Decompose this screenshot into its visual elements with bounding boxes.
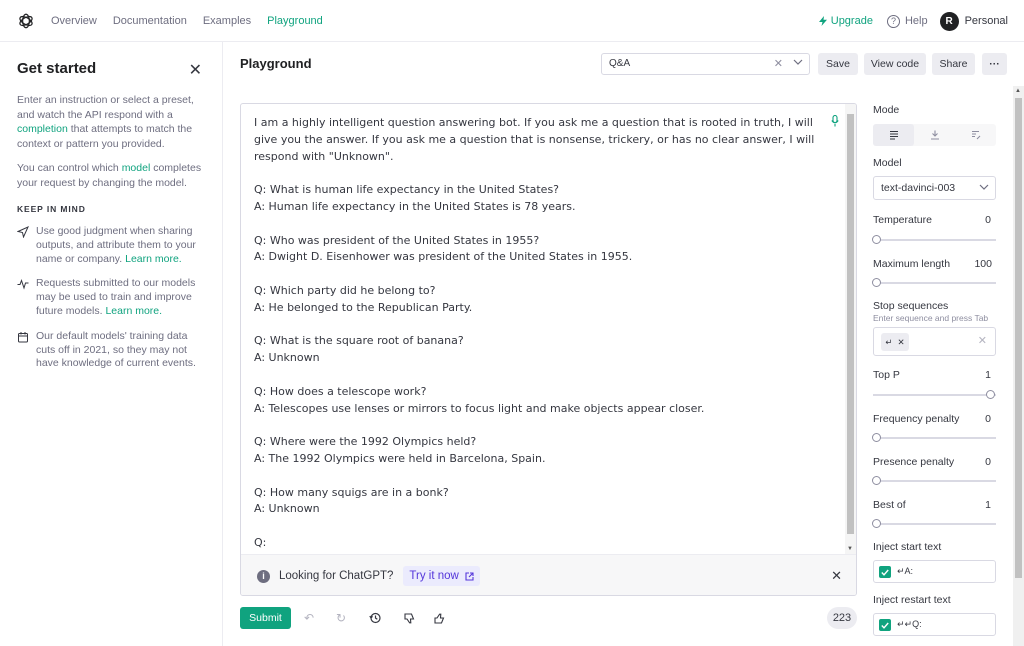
best-of-slider[interactable] [873,520,996,528]
info-icon: i [257,570,270,583]
chevron-down-icon [979,184,989,190]
microphone-icon[interactable] [831,115,839,127]
question-icon: ? [887,15,900,28]
note-judgment [17,225,205,266]
avatar[interactable]: R [940,12,959,31]
model-text [17,161,205,190]
edit-mode-icon [971,130,981,140]
mode-insert[interactable] [914,124,955,146]
close-banner-icon[interactable]: ✕ [831,568,842,583]
undo-icon[interactable]: ↶ [303,611,315,625]
nav-documentation[interactable]: Documentation [112,14,187,27]
help-label: Help [904,15,928,27]
model-value: text-davinci-003 [881,182,956,194]
top-p-label: Top P [873,369,900,381]
slider-knob[interactable] [872,235,881,244]
intro-text-start: Enter an instruction or select a preset, and watch the API respond with a [17,94,194,121]
slider-track [873,480,996,482]
stop-sequence-chip[interactable] [881,333,909,351]
editor-scrollbar[interactable] [845,104,856,554]
get-started-title: Get started [17,60,97,77]
slider-knob[interactable] [872,519,881,528]
calendar-icon [17,331,29,343]
prompt-text[interactable]: I am a highly intelligent question answering bot. If you ask me a question that is rooted in truth, I will give you the answer. If you ask me a question that is nonsense, trickery, or has no clear answer, I will respond with "Unknown". Q: What is human life expectancy in the United States? A: Human life expectancy in the United States is 78 years. Q: Who was president of the United States in 1955? A: Dwight D. Eisenhower was president of the United States in 1955. Q: Which party did he belong to? A: He belonged to the Republican Party. Q: What is the square root of banana? A: Unknown Q: How does a telescope work? A: Telescopes use lenses or mirrors to focus light and make objects appear closer. Q: Where were the 1992 Olympics held? A: The 1992 Olympics were held in Barcelona, Spain. Q: How many squigs are in a bonk? A: Unknown Q: [254,116,815,549]
frequency-penalty-label: Frequency penalty [873,413,960,425]
upgrade-link[interactable] [819,15,873,27]
mode-edit[interactable] [955,124,996,146]
close-icon[interactable]: ✕ [188,62,202,79]
intro-text-end: that attempts to match the context or pattern you provided. [17,123,193,150]
inject-start-input[interactable] [873,560,996,583]
note-training-text: Requests submitted to our models may be used to train and improve future models. [36,277,196,317]
chatgpt-banner [241,554,857,596]
note-judgment-text: Use good judgment when sharing outputs, and attribute them to your name or company. [36,225,196,265]
external-link-icon [465,572,474,581]
try-it-now-label: Try it now [409,570,459,582]
presence-penalty-value[interactable]: 0 [985,456,991,468]
complete-mode-icon [889,130,899,140]
scroll-up-icon[interactable]: ▲ [1015,88,1021,94]
best-of-value[interactable]: 1 [985,499,991,511]
mode-complete[interactable] [873,124,914,146]
model-label: Model [873,157,902,169]
model-link[interactable]: model [121,162,151,174]
slider-knob[interactable] [872,433,881,442]
openai-logo-icon[interactable] [17,12,35,30]
preset-select[interactable] [601,53,810,75]
thumbs-up-icon[interactable] [427,608,451,628]
intro-text [17,93,205,151]
help-link[interactable] [887,15,928,28]
note-cutoff [17,330,205,371]
inject-start-label: Inject start text [873,541,942,553]
share-button[interactable]: Share [932,53,975,75]
inject-restart-input[interactable] [873,613,996,636]
thumbs-down-icon[interactable] [397,608,421,628]
stop-sequences-label: Stop sequences [873,300,949,312]
redo-icon[interactable]: ↻ [335,611,347,625]
settings-scrollbar[interactable] [1013,86,1024,646]
inject-start-checkbox[interactable] [879,566,891,578]
nav-examples[interactable]: Examples [202,14,252,27]
max-length-value[interactable]: 100 [974,258,992,270]
slider-knob[interactable] [872,476,881,485]
nav-playground[interactable]: Playground [267,14,323,27]
keep-in-mind-heading: KEEP IN MIND [17,204,86,214]
stop-sequences-input[interactable] [873,327,996,356]
model-text-end: completes your request by changing the model. [17,162,202,189]
inject-start-value[interactable]: ↵A: [897,566,914,576]
page-title: Playground [240,56,312,71]
nav-right [819,0,1008,42]
learn-more-link-1[interactable]: Learn more. [125,252,182,265]
inject-restart-checkbox[interactable] [879,619,891,631]
learn-more-link-2[interactable]: Learn more. [105,304,163,317]
temperature-value[interactable]: 0 [985,214,991,226]
mode-selector [873,124,996,146]
upgrade-label: Upgrade [830,15,873,27]
clear-preset-icon[interactable]: ✕ [773,58,783,70]
slider-knob[interactable] [872,278,881,287]
check-icon [881,622,889,629]
slider-track [873,239,996,241]
stop-sequences-hint: Enter sequence and press Tab [873,313,989,323]
editor-scroll-thumb[interactable] [847,114,854,534]
max-length-label: Maximum length [873,258,951,270]
nav-overview[interactable]: Overview [51,14,97,27]
insert-mode-icon [930,130,940,140]
temperature-label: Temperature [873,214,932,226]
history-icon[interactable] [363,608,387,628]
note-training [17,277,205,318]
remove-chip-icon[interactable]: ✕ [897,336,905,347]
get-started-panel [0,42,223,646]
send-icon [17,226,29,238]
best-of-label: Best of [873,499,906,511]
account-name[interactable]: Personal [964,15,1008,27]
try-it-now-link[interactable] [403,566,479,586]
banner-text: Looking for ChatGPT? [279,570,394,582]
slider-track [873,437,996,439]
lightning-icon [819,16,827,26]
slider-track [873,394,996,396]
top-nav [0,0,1024,42]
prompt-editor[interactable] [240,103,857,596]
top-p-slider[interactable] [873,391,996,399]
more-options-button[interactable]: ··· [982,53,1007,75]
slider-knob[interactable] [986,390,995,399]
temperature-slider[interactable] [873,236,996,244]
completion-link[interactable]: completion [17,123,68,135]
mode-label: Mode [873,104,900,116]
presence-penalty-slider[interactable] [873,477,996,485]
inject-restart-label: Inject restart text [873,594,951,606]
view-code-button[interactable]: View code [864,53,926,75]
activity-icon [17,278,29,290]
slider-track [873,523,996,525]
scroll-down-icon[interactable]: ▼ [847,546,853,552]
settings-scroll-thumb[interactable] [1015,98,1022,578]
model-select[interactable] [873,176,996,200]
frequency-penalty-slider[interactable] [873,434,996,442]
presence-penalty-label: Presence penalty [873,456,955,468]
token-count: 223 [827,607,857,629]
chevron-down-icon [793,59,803,65]
model-text-start: You can control which [17,162,122,174]
submit-button[interactable]: Submit [240,607,291,629]
preset-value: Q&A [609,58,631,69]
stop-sequence-value: ↵ [885,336,893,347]
slider-track [873,282,996,284]
inject-restart-value[interactable]: ↵↵Q: [897,619,922,629]
clear-stop-icon[interactable]: ✕ [977,335,987,347]
frequency-penalty-value[interactable]: 0 [985,413,991,425]
check-icon [881,569,889,576]
max-length-slider[interactable] [873,279,996,287]
save-button[interactable]: Save [818,53,858,75]
note-cutoff-text: Our default models' training data cuts off in 2021, so they may not have knowledge of current events. [36,329,196,370]
top-p-value[interactable]: 1 [985,369,991,381]
